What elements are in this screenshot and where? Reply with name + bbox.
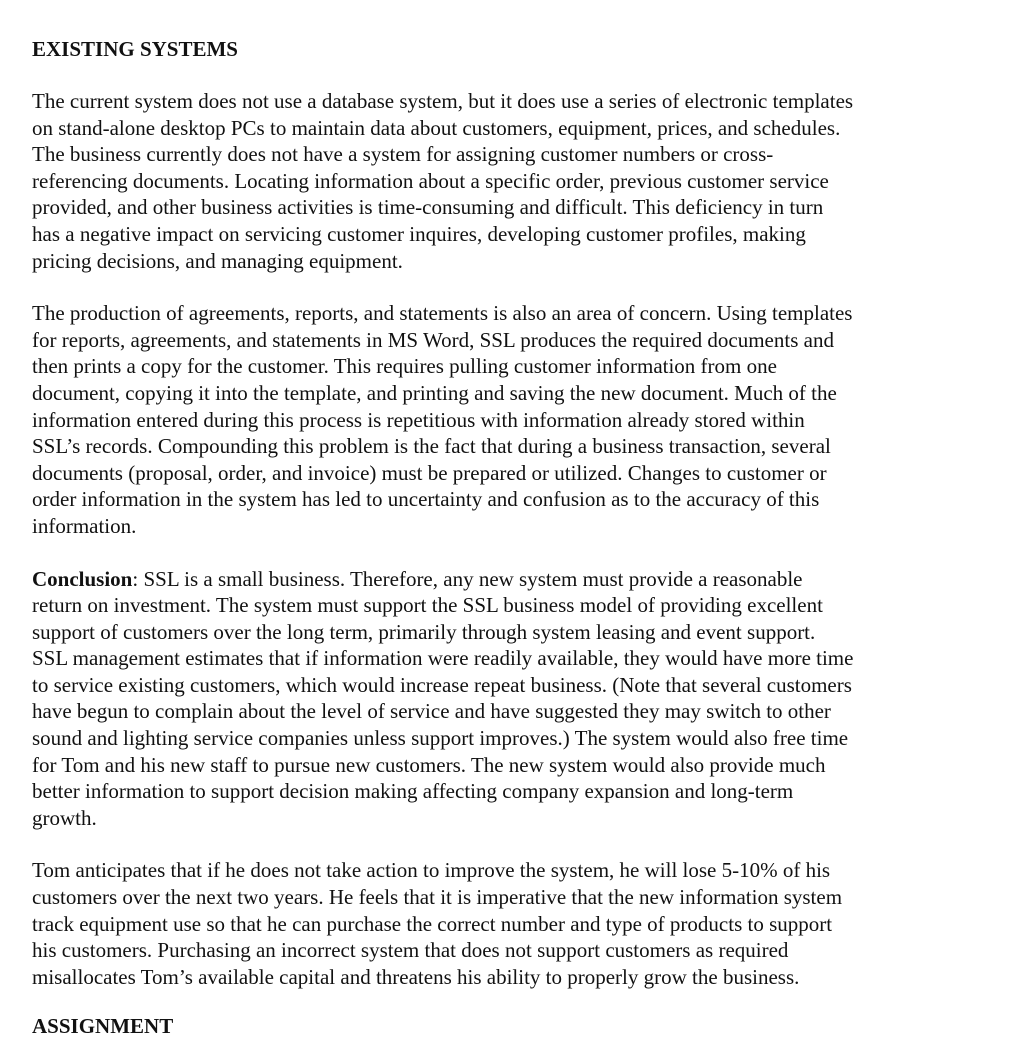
paragraph-document-production	[32, 300, 992, 539]
text-line	[32, 566, 992, 593]
text-line: order information in the system has led to uncertainty and confusion as to the accuracy of this	[32, 487, 820, 512]
text-line: sound and lighting service companies unless support improves.) The system would also free time	[32, 726, 849, 751]
text-line: growth.	[32, 805, 97, 830]
text-line: Tom anticipates that if he does not take action to improve the system, he will lose 5-10% of his	[32, 858, 831, 883]
document-page	[32, 36, 992, 1016]
text-line: has a negative impact on servicing customer inquires, developing customer profiles, making	[32, 221, 806, 246]
text-line: for reports, agreements, and statements in MS Word, SSL produces the required documents and	[32, 327, 834, 352]
paragraph-current-system	[32, 88, 992, 274]
text-line: referencing documents. Locating information about a specific order, previous customer service	[32, 168, 829, 193]
text-line: his customers. Purchasing an incorrect system that does not support customers as required	[32, 938, 789, 963]
text-line: The business currently does not have a system for assigning customer numbers or cross-	[32, 142, 774, 167]
text-line: misallocates Tom’s available capital and threatens his ability to properly grow the business.	[32, 964, 800, 989]
text-line: pricing decisions, and managing equipment.	[32, 248, 403, 273]
text-line: provided, and other business activities is time-consuming and difficult. This deficiency in turn	[32, 195, 824, 220]
text-line: to service existing customers, which would increase repeat business. (Note that several customers	[32, 672, 852, 697]
text-line: on stand-alone desktop PCs to maintain data about customers, equipment, prices, and schedules.	[32, 115, 841, 140]
text-line: track equipment use so that he can purchase the correct number and type of products to support	[32, 911, 833, 936]
text-line: information entered during this process is repetitious with information already stored within	[32, 407, 805, 432]
section-heading-existing-systems: EXISTING SYSTEMS	[32, 37, 238, 61]
text-line: return on investment. The system must support the SSL business model of providing excellent	[32, 593, 823, 618]
text-line: The production of agreements, reports, and statements is also an area of concern. Using templates	[32, 301, 853, 326]
text-line: SSL’s records. Compounding this problem is the fact that during a business transaction, several	[32, 434, 831, 459]
text-line: document, copying it into the template, and printing and saving the new document. Much of the	[32, 380, 837, 405]
text-line: information.	[32, 513, 137, 538]
text-line: better information to support decision making affecting company expansion and long-term	[32, 779, 794, 804]
conclusion-label: Conclusion	[32, 566, 133, 591]
text-line: customers over the next two years. He feels that it is imperative that the new information system	[32, 885, 843, 910]
text-line: for Tom and his new staff to pursue new customers. The new system would also provide much	[32, 752, 826, 777]
text-line: then prints a copy for the customer. This requires pulling customer information from one	[32, 354, 777, 379]
text-line: documents (proposal, order, and invoice) must be prepared or utilized. Changes to customer or	[32, 460, 827, 485]
section-heading-assignment: ASSIGNMENT	[32, 1014, 174, 1038]
paragraph-tom-anticipates	[32, 857, 992, 990]
text-line: SSL management estimates that if information were readily available, they would have more time	[32, 646, 854, 671]
paragraph-conclusion	[32, 566, 992, 832]
conclusion-first-line-text: : SSL is a small business. Therefore, any new system must provide a reasonable	[132, 566, 803, 591]
text-line: The current system does not use a database system, but it does use a series of electronic templates	[32, 89, 854, 113]
text-line: support of customers over the long term, primarily through system leasing and event support.	[32, 619, 816, 644]
text-line: have begun to complain about the level of service and have suggested they may switch to other	[32, 699, 831, 724]
